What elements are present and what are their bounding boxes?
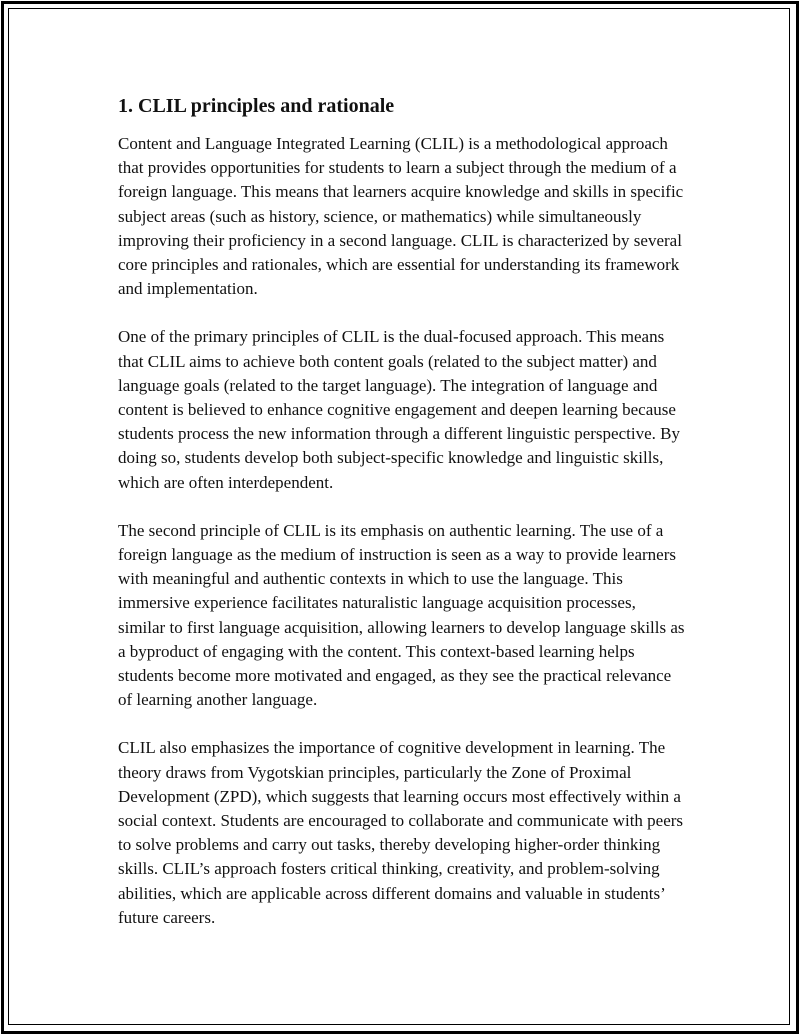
paragraph-intro: Content and Language Integrated Learning (CLIL) is a methodological approach that provides opportunities for students to learn a subject through the medium of a foreign language. This means that learners acquire knowledge and skills in specific subject areas (such as history, science, or mathematics) while simultaneously improving their proficiency in a second language. CLIL is characterized by several core principles and rationales, which are essential for understanding its framework and implementation.	[118, 134, 684, 299]
document-page	[118, 92, 686, 954]
paragraph-authentic-learning: The second principle of CLIL is its emphasis on authentic learning. The use of a foreign language as the medium of instruction is seen as a way to provide learners with meaningful and authentic contexts in which to use the language. This immersive experience facilitates naturalistic language acquisition processes, similar to first language acquisition, allowing learners to develop language skills as a byproduct of engaging with the content. This context-based learning helps students become more motivated and engaged, as they see the practical relevance of learning another language.	[118, 520, 685, 710]
paragraph-cognitive-development: CLIL also emphasizes the importance of cognitive development in learning. The theory draws from Vygotskian principles, particularly the Zone of Proximal Development (ZPD), which suggests that learning occurs most effectively within a social context. Students are encouraged to collaborate and communicate with peers to solve problems and carry out tasks, thereby developing higher-order thinking skills. CLIL’s approach fosters critical thinking, creativity, and problem-solving abilities, which are applicable across different domains and valuable in students’ future careers.	[118, 738, 684, 927]
paragraph-dual-focus: One of the primary principles of CLIL is the dual-focused approach. This means that CLIL aims to achieve both content goals (related to the subject matter) and language goals (related to the target language). The integration of language and content is believed to enhance cognitive engagement and deepen learning because students process the new information through a different linguistic perspective. By doing so, students develop both subject-specific knowledge and linguistic skills, which are often interdependent.	[118, 327, 680, 492]
section-heading: 1. CLIL principles and rationale	[118, 95, 395, 117]
